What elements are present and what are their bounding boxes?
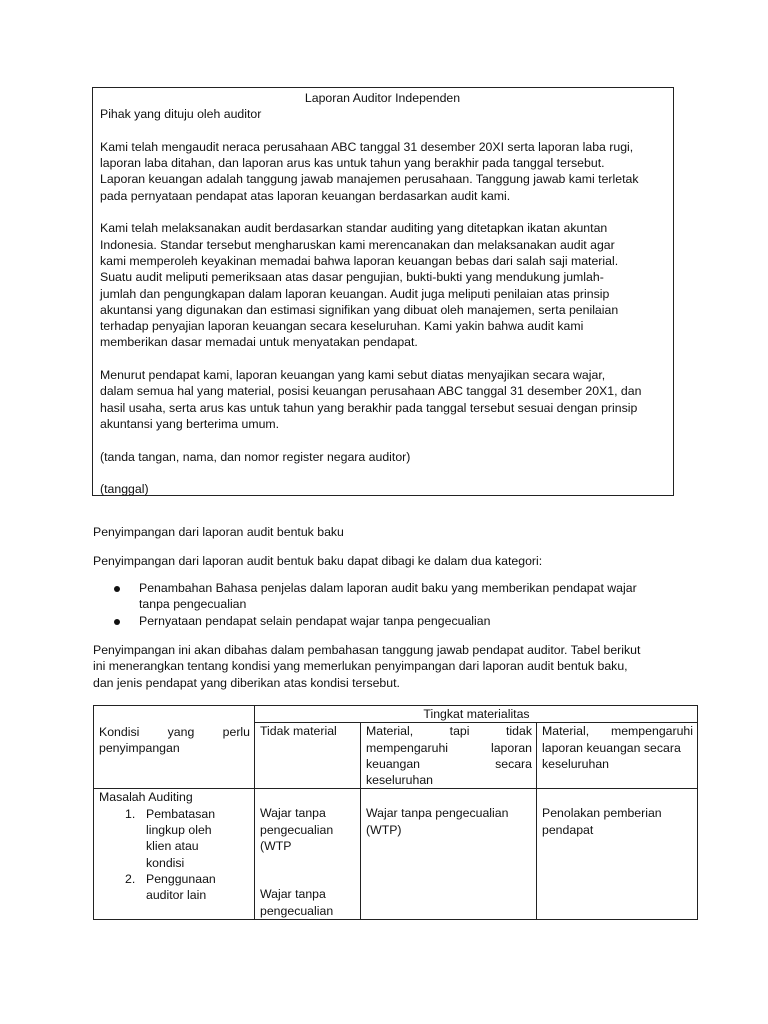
report-date: (tanggal)	[100, 482, 149, 497]
list-item: 1. Pembatasan lingkup oleh klien atau kondisi	[125, 806, 216, 870]
report-box	[92, 87, 674, 496]
section-heading: Penyimpangan dari laporan audit bentuk baku	[93, 525, 344, 539]
cell-material-tidak-mempengaruhi: Wajar tanpa pengecualian (WTP)	[361, 789, 537, 919]
report-addressee: Pihak yang dituju oleh auditor	[100, 107, 262, 122]
section-intro: Penyimpangan dari laporan audit bentuk baku dapat dibagi ke dalam dua kategori:	[93, 554, 543, 568]
materiality-table	[93, 705, 698, 920]
table-header-row	[94, 706, 698, 723]
section-paragraph: Penyimpangan ini akan dibahas dalam pembahasan tanggung jawab pendapat auditor. Tabel berikut ini menerangkan tentang kondisi yang memerlukan penyimpangan dari laporan audit bentuk baku, dan jenis pendapat yang diberikan atas kondisi tersebut.	[93, 643, 641, 690]
table-row	[94, 789, 698, 919]
header-tingkat-materialitas: Tingkat materialitas	[255, 706, 698, 723]
cell-tidak-material: Wajar tanpa pengecualian (WTP Wajar tanpa pengecualian	[255, 789, 361, 919]
cell-kondisi	[94, 789, 255, 919]
condition-list	[99, 806, 250, 904]
report-title: Laporan Auditor Independen	[304, 91, 461, 105]
report-paragraph-2: Kami telah melaksanakan audit berdasarkan standar auditing yang ditetapkan ikatan akuntan Indonesia. Standar tersebut mengharuskan kami merencanakan dan melaksanakan audit agar kami memperoleh keyakinan memadai bahwa laporan keuangan bebas dari salah saji material. Suatu audit meliputi pemeriksaan atas dasar pengujian, bukti-bukti yang mendukung jumlah- jumlah dan pengungkapan dalam laporan keuangan. Audit juga meliputi penilaian atas prinsip akuntansi yang digunakan dan estimasi signifikan yang dibuat oleh manajemen, serta penilaian terhadap penyajian laporan keuangan secara keseluruhan. Kami yakin bahwa audit kami memberikan dasar memadai untuk menyatakan pendapat.	[100, 221, 619, 350]
cell-material-mempengaruhi: Penolakan pemberian pendapat	[537, 789, 698, 919]
bullet-icon	[114, 586, 120, 592]
report-signature: (tanda tangan, nama, dan nomor register negara auditor)	[100, 449, 411, 464]
report-paragraph-1: Kami telah mengaudit neraca perusahaan ABC tanggal 31 desember 20XI serta laporan laba rugi, laporan laba ditahan, dan laporan arus kas untuk tahun yang berakhir pada tanggal tersebut. Laporan keuangan adalah tanggung jawab manajemen perusahaan. Tanggung jawab kami terletak pada pernyataan pendapat atas laporan keuangan berdasarkan audit kami.	[100, 139, 639, 203]
bullet-icon	[114, 619, 120, 625]
list-item: Pernyataan pendapat selain pendapat wajar tanpa pengecualian	[93, 613, 703, 629]
list-item: Penambahan Bahasa penjelas dalam laporan audit baku yang memberikan pendapat wajar tanpa pengecualian	[93, 580, 703, 613]
report-paragraph-3: Menurut pendapat kami, laporan keuangan yang kami sebut diatas menyajikan secara wajar, dalam semua hal yang material, posisi keuangan perusahaan ABC tanggal 31 desember 20X1, dan hasil usaha, serta arus kas untuk tahun yang berakhir pada tanggal tersebut sesuai dengan prinsip akuntansi yang berterima umum.	[100, 368, 642, 431]
list-item: 2. Penggunaan auditor lain	[125, 871, 216, 903]
header-material-mempengaruhi: Material, mempengaruhi laporan keuangan secara keseluruhan	[537, 723, 698, 789]
row-heading: Masalah Auditing	[99, 790, 193, 805]
header-tidak-material: Tidak material	[255, 723, 361, 789]
header-material-tidak-mempengaruhi: Material, tapi tidak mempengaruhi laporan keuangan secara keseluruhan	[361, 723, 537, 789]
header-kondisi: Kondisi yang perlu penyimpangan	[94, 706, 255, 789]
category-list	[93, 580, 703, 629]
